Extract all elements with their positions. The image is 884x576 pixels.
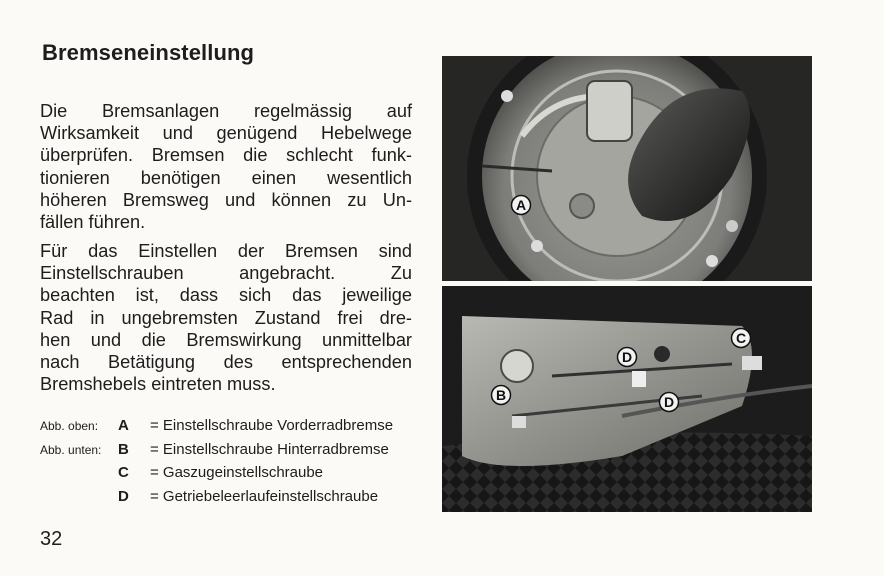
legend-text: = Getriebeleerlaufeinstellschraube: [150, 487, 379, 505]
text-line: beachten ist, dass sich das jeweilige: [40, 285, 412, 306]
legend-text: = Einstellschraube Hinterradbremse: [150, 440, 389, 458]
rear-brake-photo: [442, 286, 812, 512]
legend-text: = Einstellschraube Vorderradbremse: [150, 417, 394, 434]
legend-key: D: [118, 487, 129, 505]
text-line: Für das Einstellen der Bremsen sind: [40, 241, 412, 261]
text-line: nach Betätigung des entsprechenden: [40, 352, 412, 373]
callout-d-label: D: [621, 349, 633, 365]
legend-prefix: Abb. unten:: [40, 442, 102, 457]
legend-key: B: [118, 440, 129, 458]
text-line: Rad in ungebremsten Zustand frei dre-: [40, 307, 412, 328]
text-line: Bremshebels eintreten muss.: [40, 374, 276, 395]
legend-text: = Gaszugeinstellschraube: [150, 464, 324, 481]
text-line: Wirksamkeit und genügend Hebelwege: [40, 123, 412, 144]
legend-key: A: [118, 417, 129, 434]
text-line: überprüfen. Bremsen die schlecht funk-: [40, 145, 412, 166]
page-number: 32: [40, 528, 63, 550]
callout-d-label: D: [663, 394, 675, 410]
paragraph-maintenance: [40, 100, 412, 233]
text-line: Einstellschrauben angebracht. Zu: [40, 263, 412, 284]
callout-a-label: A: [515, 197, 527, 213]
callout-c-label: C: [735, 330, 747, 346]
text-line: hen und die Bremswirkung unmittelbar: [40, 329, 412, 350]
callout-b-label: B: [495, 387, 507, 403]
paragraph-adjustment: [40, 240, 412, 395]
legend-key: C: [118, 464, 129, 481]
front-brake-illustration: [442, 56, 812, 281]
front-brake-photo: [442, 56, 812, 281]
text-line: fällen führen.: [40, 212, 146, 233]
text-line: Die Bremsanlagen regelmässig auf: [40, 101, 412, 121]
legend-prefix: Abb. oben:: [40, 419, 99, 433]
page-title: Bremseneinstellung: [42, 40, 255, 65]
text-line: höheren Bremsweg und können zu Un-: [40, 189, 412, 210]
text-line: tionieren benötigen einen wesentlich: [40, 167, 412, 188]
